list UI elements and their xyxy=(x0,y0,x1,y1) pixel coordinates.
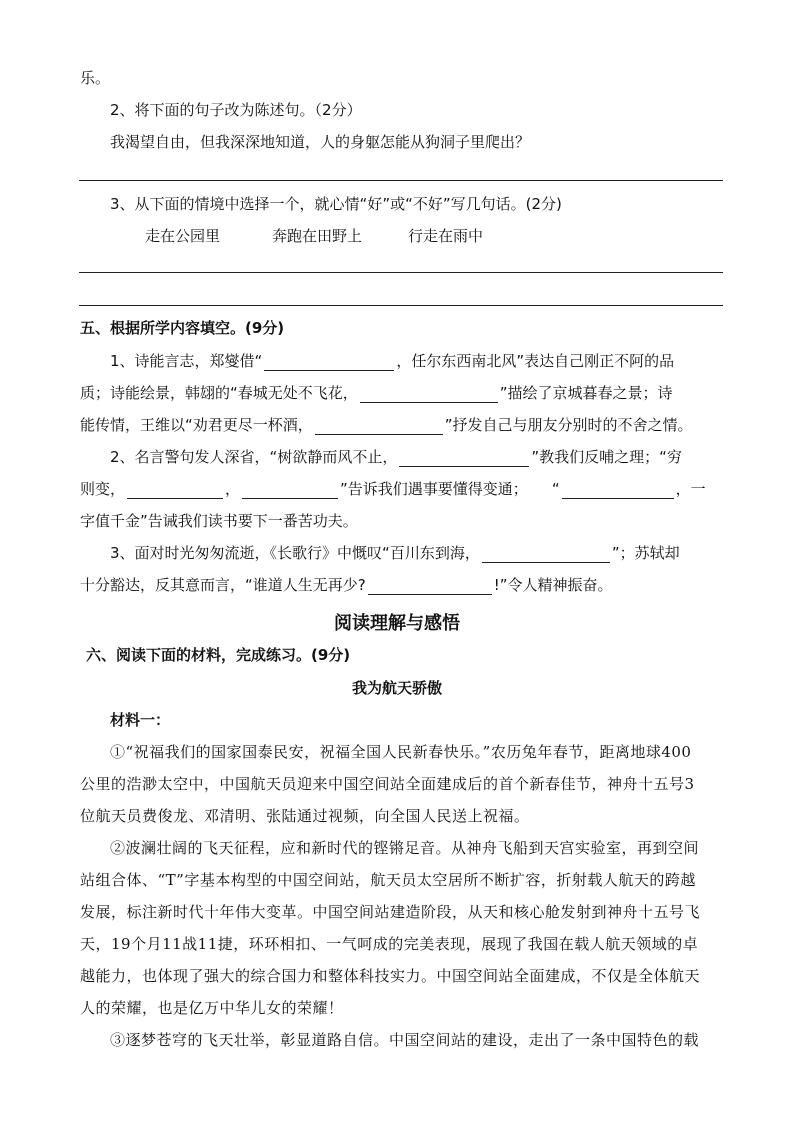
fill-line xyxy=(110,543,680,563)
text: !”令人精神振奋。 xyxy=(493,576,613,594)
text: ， xyxy=(225,480,241,498)
fill-blank[interactable] xyxy=(360,386,498,403)
paragraph-line: 站组合体、“T”字基本构型的中国空间站，航天员太空居所不断扩容，折射载人航天的跨越 xyxy=(80,871,696,889)
fill-blank[interactable] xyxy=(264,354,394,371)
fill-blank[interactable] xyxy=(127,482,223,499)
option-field: 奔跑在田野上 xyxy=(272,227,363,245)
section-six-heading: 六、阅读下面的材料，完成练习。(9分) xyxy=(86,646,351,664)
article-title: 我为航天骄傲 xyxy=(351,679,442,697)
text: 2、名言警句发人深省，“树欲静而风不止， xyxy=(110,448,398,466)
paragraph-line: 越能力，也体现了强大的综合国力和整体科技实力。中国空间站全面建成，不仅是全体航天 xyxy=(80,967,701,985)
text: “ xyxy=(551,480,560,498)
paragraph-line: ①“祝福我们的国家国泰民安，祝福全国人民新春快乐。”农历兔年春节，距离地球400 xyxy=(110,743,692,761)
fill-blank[interactable] xyxy=(399,450,529,467)
fill-line xyxy=(110,447,682,467)
paragraph-line: ②波澜壮阔的飞天征程，应和新时代的铿锵足音。从神舟飞船到天宫实验室，再到空间 xyxy=(110,839,700,857)
answer-line[interactable] xyxy=(79,305,723,306)
text: 1、诗能言志，郑燮借“ xyxy=(110,352,263,370)
material-label: 材料一： xyxy=(110,711,171,729)
paragraph-line: 公里的浩渺太空中，中国航天员迎来中国空间站全面建成后的首个新春佳节，神舟十五号3 xyxy=(80,775,695,793)
paragraph-line: 人的荣耀，也是亿万中华儿女的荣耀！ xyxy=(80,999,344,1017)
text-line: 字值千金”告诫我们读书要下一番苦功夫。 xyxy=(80,512,358,530)
fill-blank[interactable] xyxy=(562,482,674,499)
paragraph-line: 发展，标注新时代十年伟大变革。中国空间站建造阶段，从天和核心舱发射到神舟十五号飞 xyxy=(80,903,701,921)
question-3: 3、从下面的情境中选择一个，就心情“好”或“不好”写几句话。(2分) xyxy=(110,195,562,213)
text: ，一 xyxy=(675,480,706,498)
section-title: 阅读理解与感悟 xyxy=(334,613,460,634)
text: ”告诉我们遇事要懂得变通； xyxy=(340,480,528,498)
fill-blank[interactable] xyxy=(242,482,338,499)
answer-line[interactable] xyxy=(79,272,723,273)
fill-line xyxy=(80,479,706,499)
text: 质；诗能绘景，韩翃的“春城无处不飞花， xyxy=(80,384,358,402)
paragraph-line: 位航天员费俊龙、邓清明、张陆通过视频，向全国人民送上祝福。 xyxy=(80,807,530,825)
text: ”教我们反哺之理；“穷 xyxy=(531,448,682,466)
text: ”；苏轼却 xyxy=(611,544,680,562)
text: ，任尔东西南北风”表达自己刚正不阿的品 xyxy=(396,352,675,370)
fill-blank[interactable] xyxy=(315,418,443,435)
paragraph-line: 天，19个月11战11捷，环环相扣、一气呵成的完美表现，展现了我国在载人航天领域的卓 xyxy=(80,935,699,953)
fill-line xyxy=(80,383,673,403)
option-rain: 行走在雨中 xyxy=(408,227,484,245)
fill-blank[interactable] xyxy=(482,546,610,563)
question-2-sentence: 我渴望自由，但我深深地知道，人的身躯怎能从狗洞子里爬出？ xyxy=(110,133,531,151)
paragraph-line: ③逐梦苍穹的飞天壮举，彰显道路自信。中国空间站的建设，走出了一条中国特色的载 xyxy=(110,1031,700,1049)
text: 十分豁达，反其意而言，“谁道人生无再少? xyxy=(80,576,366,594)
fill-line xyxy=(110,351,674,371)
fill-line xyxy=(80,415,693,435)
option-park: 走在公园里 xyxy=(145,227,221,245)
text: 能传情，王维以“劝君更尽一杯酒， xyxy=(80,416,313,434)
text: ”描绘了京城暮春之景；诗 xyxy=(499,384,673,402)
question-2: 2、将下面的句子改为陈述句。（2分） xyxy=(110,101,362,119)
text-line: 乐。 xyxy=(80,69,111,87)
text: 3、面对时光匆匆流逝，《长歌行》中慨叹“百川东到海， xyxy=(110,544,480,562)
fill-line xyxy=(80,575,613,595)
text: ”抒发自己与朋友分别时的不舍之情。 xyxy=(444,416,693,434)
text: 则变， xyxy=(80,480,126,498)
fill-blank[interactable] xyxy=(368,578,492,595)
answer-line[interactable] xyxy=(79,180,723,181)
section-five-heading: 五、根据所学内容填空。(9分) xyxy=(80,319,285,337)
